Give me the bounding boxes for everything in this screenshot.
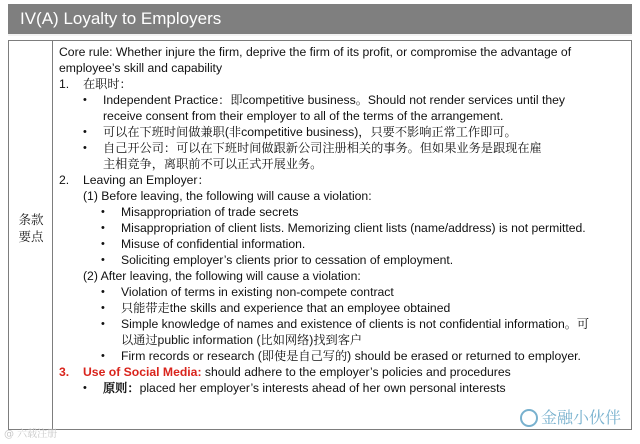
list-item <box>59 316 627 348</box>
list-item-line: Misappropriation of trade secrets <box>121 205 299 219</box>
bullet-icon: • <box>83 126 87 138</box>
section-heading-text: Use of Social Media: <box>83 365 202 379</box>
section-heading-text: 在职时： <box>83 77 132 91</box>
slide-title: IV(A) Loyalty to Employers <box>20 9 222 28</box>
list-item <box>59 124 627 140</box>
list-item <box>59 204 627 220</box>
list-item-line: Violation of terms in existing non-compete contract <box>121 285 394 299</box>
list-item <box>59 236 627 252</box>
list-item <box>59 92 627 124</box>
bullet-icon: • <box>101 254 105 266</box>
subsection-label: (1) Before leaving, the following will cause a violation: <box>83 189 372 203</box>
list-item-line: 主相竞争，离职前不可以正式开展业务。 <box>103 157 323 171</box>
section-3-heading <box>59 364 627 380</box>
left-label <box>13 211 49 245</box>
list-item-line: Simple knowledge of names and existence of clients is not confidential information。可 <box>121 317 590 331</box>
list-item-line: Independent Practice：即competitive business。Should not render services until they <box>103 93 566 107</box>
list-item <box>59 380 627 396</box>
list-item-line: 以通过public information (比如网络)找到客户 <box>121 333 363 347</box>
bullet-icon: • <box>101 238 105 250</box>
list-item <box>59 284 627 300</box>
list-item <box>59 140 627 172</box>
list-item <box>59 348 627 364</box>
slide-title-bar <box>8 4 632 36</box>
list-item-line: 只能带走the skills and experience that an employee obtained <box>121 301 451 315</box>
subsection-label: (2) After leaving, the following will cause a violation: <box>83 269 361 283</box>
list-item-line: Soliciting employer’s clients prior to cessation of employment. <box>121 253 454 267</box>
bullet-icon: • <box>101 350 105 362</box>
watermark-bottom-right <box>520 405 621 428</box>
content-table <box>8 40 632 430</box>
section-number: 3. <box>59 365 70 379</box>
wechat-logo-icon <box>520 409 538 427</box>
watermark-bottom-left: @ 六载注册 <box>4 429 58 440</box>
section-number: 1. <box>59 77 70 91</box>
bullet-icon: • <box>83 382 87 394</box>
bullet-icon: • <box>101 286 105 298</box>
bullet-icon: • <box>101 222 105 234</box>
watermark-text: 金融小伙伴 <box>541 408 622 427</box>
core-rule-line: Core rule: Whether injure the firm, deprive the firm of its profit, or compromise the advantage of <box>59 45 572 59</box>
list-item-line: 自己开公司：可以在下班时间做跟新公司注册相关的事务。但如果业务是跟现在雇 <box>103 141 542 155</box>
list-item <box>59 252 627 268</box>
list-item <box>59 220 627 236</box>
bullet-icon: • <box>83 94 87 106</box>
bullet-icon: • <box>101 302 105 314</box>
section-heading-text: Leaving an Employer： <box>83 173 210 187</box>
section-heading-detail: should adhere to the employer’s policies and procedures <box>201 365 511 379</box>
list-item-line: Misuse of confidential information. <box>121 237 306 251</box>
list-item-line: Misappropriation of client lists. Memorizing client lists (name/address) is not permitted. <box>121 221 586 235</box>
principle-text: placed her employer’s interests ahead of her own personal interests <box>139 381 506 395</box>
content-body <box>59 44 627 396</box>
left-label-line: 条款 <box>18 212 44 227</box>
core-rule-line: employee’s skill and capability <box>59 61 223 75</box>
section-1-heading <box>59 76 627 92</box>
list-item-line: Firm records or research (即使是自己写的) should be erased or returned to employer. <box>121 349 581 363</box>
section-number: 2. <box>59 173 70 187</box>
left-column <box>9 41 53 429</box>
bullet-icon: • <box>101 206 105 218</box>
section-2-heading <box>59 172 627 188</box>
left-label-line: 要点 <box>18 229 44 244</box>
list-item-line: 可以在下班时间做兼职(非competitive business)，只要不影响正常工作即可。 <box>103 125 517 139</box>
bullet-icon: • <box>101 318 105 330</box>
list-item-line: receive consent from their employer to all of the terms of the arrangement. <box>103 109 504 123</box>
bullet-icon: • <box>83 142 87 154</box>
list-item <box>59 300 627 316</box>
principle-label: 原则： <box>103 381 140 395</box>
